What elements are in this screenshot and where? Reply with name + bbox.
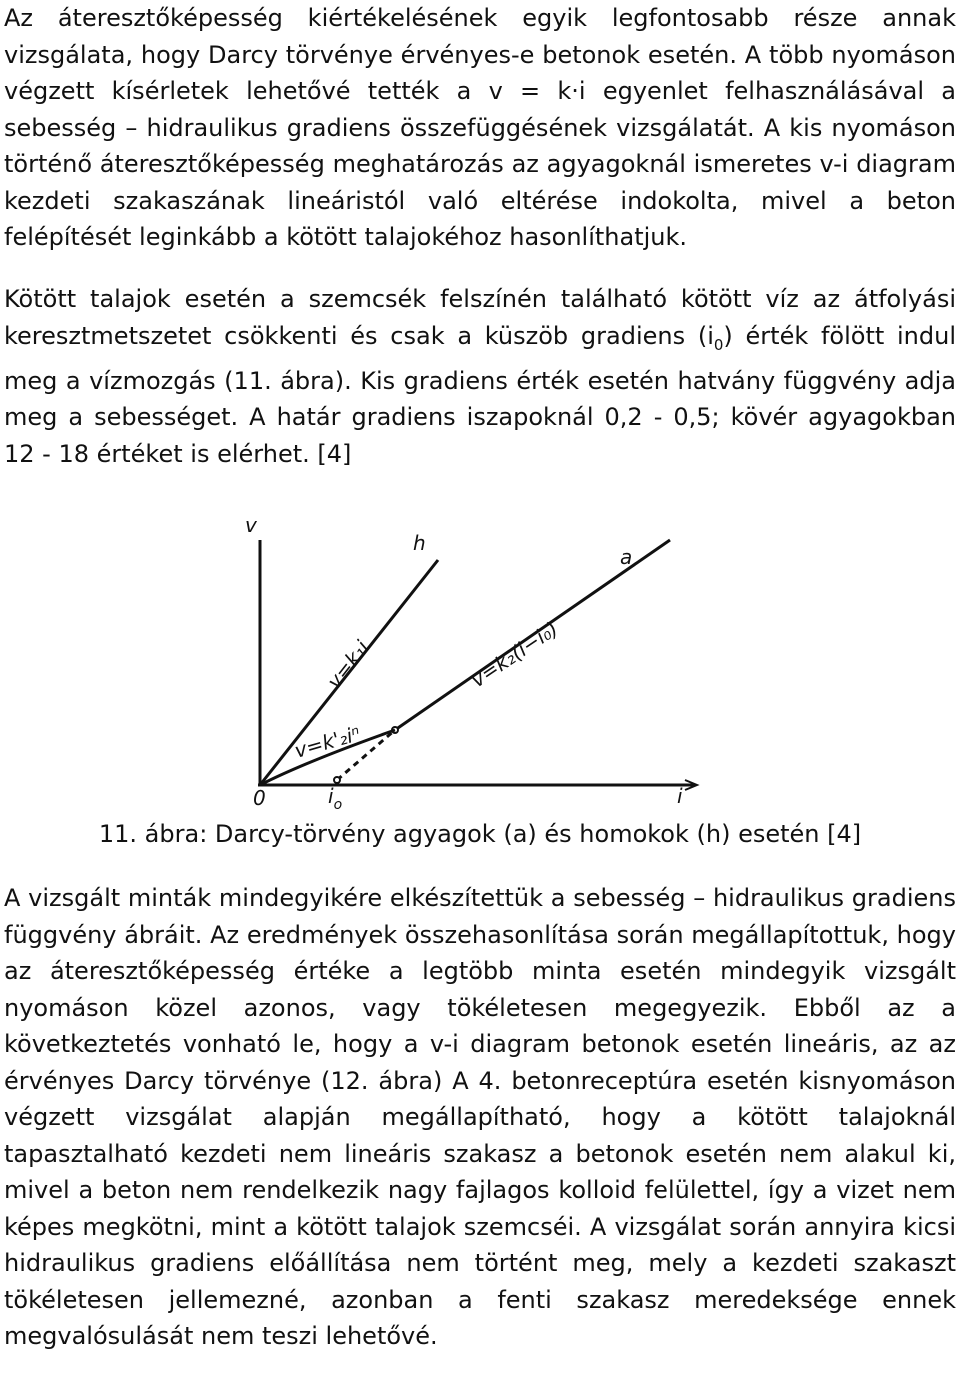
v-axis-label: v — [245, 513, 257, 537]
origin-label: 0 — [253, 786, 266, 810]
darcy-law-figure — [225, 500, 735, 815]
paragraph-text: ) érték fölött indul meg a vízmozgás (11. ábra). Kis gradiens érték esetén hatvány függvény adja meg a sebességet. A határ gradiens iszapoknál 0,2 - 0,5; kövér agyagokban 12 - 18 értéket is elérhet. [4] — [4, 321, 956, 468]
darcy-diagram — [225, 500, 735, 815]
i0-text: i — [328, 784, 334, 808]
paragraph-results: A vizsgált minták mindegyikére elkészítettük a sebesség – hidraulikus gradiens függvény ábráit. Az eredmények összehasonlítása során megállapítottuk, hogy az áteresztőképesség értéke a legtöbb minta esetén mindegyik vizsgált nyomáson közel azonos, vagy tökéletesen megegyezik. Ebből az a következtetés vonható le, hogy a v-i diagram betonok esetén lineáris, az az érvényes Darcy törvénye (12. ábra) A 4. betonreceptúra esetén kisnyomáson végzett vizsgálat alapján megállapítható, hogy a kötött talajoknál tapasztalható kezdeti nem lineáris szakasz a betonok esetén nem alakul ki, mivel a beton nem rendelkezik nagy fajlagos kolloid felülettel, így a vizet nem képes megkötni, mint a kötött talajok szemcséi. A vizsgálat során annyira kicsi hidraulikus gradiens előállítása nem történt meg, mely a kezdeti szakaszt tökéletesen jellemezné, azonban a fenti szakasz meredeksége ennek megvalósulását nem teszi lehetővé. — [4, 884, 956, 1350]
paragraph-cohesive-soils — [4, 281, 956, 472]
equation-power: v=k'₂iⁿ — [291, 721, 364, 763]
i-axis-label: i — [677, 784, 683, 808]
line-h-label: h — [413, 531, 426, 555]
line-a-label: a — [620, 545, 633, 569]
paragraph-text: Kötött talajok esetén a szemcsék felszínén található kötött víz az átfolyási keresztmetszetet csökkenti és csak a küszöb gradiens (i — [4, 285, 956, 350]
subscript: 0 — [713, 335, 724, 354]
i0-point — [334, 777, 340, 783]
figure-caption: 11. ábra: Darcy-törvény agyagok (a) és homokok (h) esetén [4] — [98, 820, 862, 848]
equation-h: v=k₁i — [322, 635, 375, 694]
i0-label — [328, 784, 342, 813]
paragraph-darcy-validity: Az áteresztőképesség kiértékelésének egyik legfontosabb része annak vizsgálata, hogy Darcy törvénye érvényes-e betonok esetén. A több nyomáson végzett kísérletek lehetővé tették a v = k·i egyenlet felhasználásával a sebesség – hidraulikus gradiens összefüggésének vizsgálatát. A kis nyomáson történő áteresztőképesség meghatározás az agyagoknál ismeretes v-i diagram kezdeti szakaszának lineáristól való eltérése indokolta, mivel a beton felépítését leginkább a kötött talajokéhoz hasonlíthatjuk. — [4, 4, 956, 251]
i0-subscript: o — [333, 797, 343, 813]
equation-a: v=k₂(i−i₀) — [466, 616, 563, 693]
